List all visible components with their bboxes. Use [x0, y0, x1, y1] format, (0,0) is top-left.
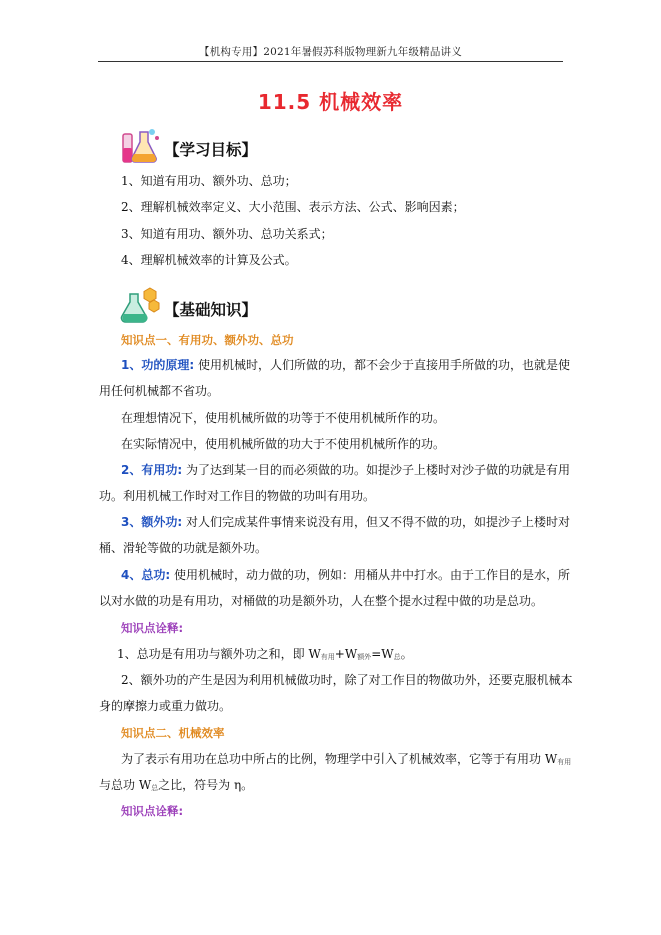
note-extra-work-1: 2、额外功的产生是因为利用机械做功时，除了对工作目的物做功外，还要克服机械本 [121, 673, 573, 687]
flask-molecule-icon [120, 286, 162, 326]
extra-work-label: 3、额外功: [121, 515, 183, 529]
goal-item-3: 3、知道有用功、额外功、总功关系式； [121, 227, 333, 241]
note-extra-work-2: 身的摩擦力或重力做功。 [99, 699, 232, 713]
section-title-goals: 【学习目标】 [164, 141, 258, 159]
paragraph-total-work-2: 以对水做的功是有用功，对桶做的功是额外功，人在整个提水过程中做的功是总功。 [99, 594, 544, 608]
paragraph-total-work-1: 4、总功: 使用机械时，动力做的功，例如：用桶从井中打水。由于工作目的是水，所 [121, 568, 570, 582]
chemistry-flask-icon [120, 126, 162, 166]
paragraph-useful-work-2: 功。利用机械工作时对工作目的物做的功叫有用功。 [99, 489, 376, 503]
useful-work-label: 2、有用功: [121, 463, 183, 477]
work-principle-label: 1、功的原理: [121, 358, 195, 372]
header-divider [98, 61, 563, 62]
note-total-work-formula: 1、总功是有用功与额外功之和，即 $W_{有用}+W_{额外}=W_总$。 [117, 647, 413, 661]
goal-item-1: 1、知道有用功、额外功、总功； [121, 174, 297, 188]
page-header: 【机构专用】2021年暑假苏科版物理新九年级精品讲义 [199, 46, 462, 58]
goal-item-2: 2、理解机械效率定义、大小范围、表示方法、公式、影响因素； [121, 200, 465, 214]
page-title: 11.5 机械效率 [257, 90, 404, 114]
paragraph-ideal-case: 在理想情况下，使用机械所做的功等于不使用机械所作的功。 [121, 411, 446, 425]
paragraph-extra-work-1: 3、额外功: 对人们完成某件事情来说没有用，但又不得不做的功，如提沙子上楼时对 [121, 515, 570, 529]
total-work-label: 4、总功: [121, 568, 171, 582]
note-heading-2: 知识点诠释: [121, 804, 184, 818]
paragraph-extra-work-2: 桶、滑轮等做的功就是额外功。 [99, 541, 268, 555]
goal-item-4: 4、理解机械效率的计算及公式。 [121, 253, 297, 267]
paragraph-work-principle-1: 1、功的原理: 使用机械时，人们所做的功，都不会少于直接用手所做的功，也就是使 [121, 358, 570, 372]
paragraph-work-principle-2: 用任何机械都不省功。 [99, 384, 220, 398]
paragraph-useful-work-1: 2、有用功: 为了达到某一目的而必须做的功。如提沙子上楼时对沙子做的功就是有用 [121, 463, 570, 477]
knowledge-point-2-heading: 知识点二、机械效率 [121, 726, 225, 740]
paragraph-efficiency-2: 与总功 $W_总$之比，符号为 η。 [99, 778, 254, 792]
paragraph-efficiency-1: 为了表示有用功在总功中所占的比例，物理学中引入了机械效率，它等于有用功 $W_{有用}$ [121, 752, 572, 766]
note-heading-1: 知识点诠释: [121, 621, 184, 635]
section-title-basics: 【基础知识】 [164, 301, 258, 319]
knowledge-point-1-heading: 知识点一、有用功、额外功、总功 [121, 333, 294, 347]
paragraph-real-case: 在实际情况中，使用机械所做的功大于不使用机械所作的功。 [121, 437, 446, 451]
